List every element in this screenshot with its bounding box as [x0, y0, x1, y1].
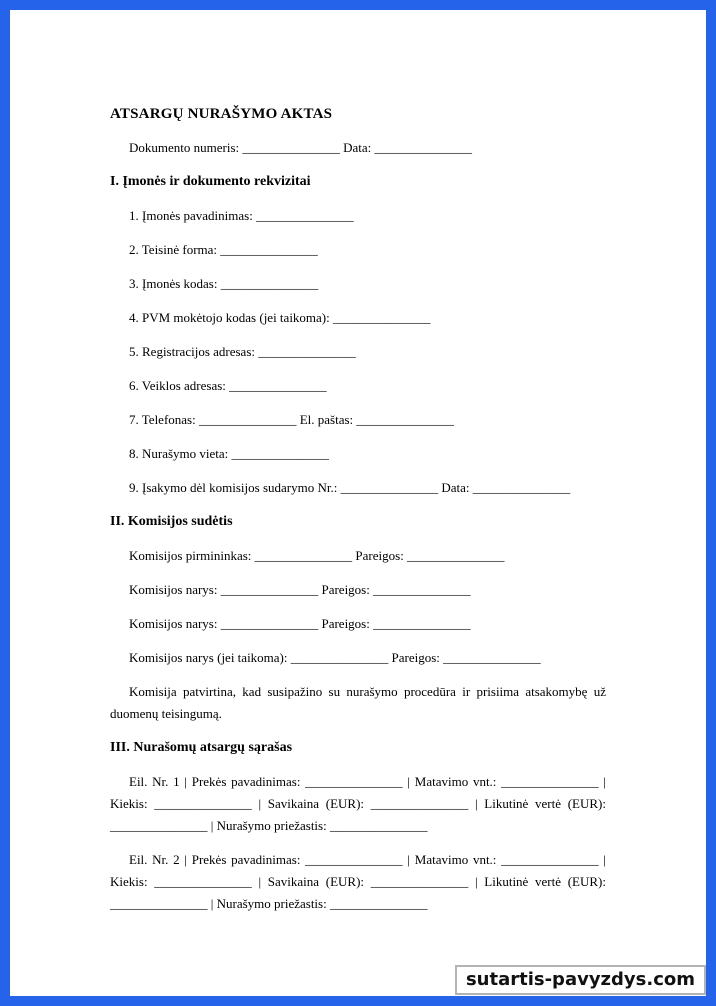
field-legal-form: 2. Teisinė forma: _______________: [129, 242, 318, 257]
watermark-badge: [455, 965, 706, 995]
document-meta-line: Dokumento numeris: _______________ Data: _______________: [129, 140, 473, 155]
field-writeoff-place: 8. Nurašymo vieta: _______________: [129, 446, 330, 461]
section-heading-commission: II. Komisijos sudėtis: [110, 514, 233, 529]
document-title: ATSARGŲ NURAŠYMO AKTAS: [110, 106, 333, 122]
field-company-name: 1. Įmonės pavadinimas: _______________: [129, 208, 354, 223]
commission-member-optional-line: Komisijos narys (jei taikoma): _______________ Pareigos: _______________: [129, 650, 541, 665]
commission-member-line: Komisijos narys: _______________ Pareigos: _______________: [129, 582, 471, 597]
inventory-item-2: Eil. Nr. 2 | Prekės pavadinimas: _______________ | Matavimo vnt.: _______________ | Kiekis: _______________ | Savikaina (EUR): _______________ | Likutinė vertė (EUR): _______________ | Nurašymo priežastis: _______________: [110, 852, 606, 911]
section-heading-inventory: III. Nurašomų atsargų sąrašas: [110, 740, 293, 755]
watermark-label: sutartis-pavyzdys.com: [465, 969, 695, 990]
field-order-number-date: 9. Įsakymo dėl komisijos sudarymo Nr.: _______________ Data: _______________: [129, 480, 571, 495]
commission-member-line: Komisijos narys: _______________ Pareigos: _______________: [129, 616, 471, 631]
field-company-code: 3. Įmonės kodas: _______________: [129, 276, 319, 291]
document-page: [110, 103, 606, 927]
field-activity-address: 6. Veiklos adresas: _______________: [129, 378, 327, 393]
field-registration-address: 5. Registracijos adresas: _______________: [129, 344, 356, 359]
commission-chairman-line: Komisijos pirmininkas: _______________ Pareigos: _______________: [129, 548, 505, 563]
inventory-item-1: Eil. Nr. 1 | Prekės pavadinimas: _______________ | Matavimo vnt.: _______________ | Kiekis: _______________ | Savikaina (EUR): _______________ | Likutinė vertė (EUR): _______________ | Nurašymo priežastis: _______________: [110, 774, 606, 833]
section-heading-company: I. Įmonės ir dokumento rekvizitai: [110, 174, 311, 189]
field-phone-email: 7. Telefonas: _______________ El. paštas: _______________: [129, 412, 454, 427]
field-vat-code: 4. PVM mokėtojo kodas (jei taikoma): _______________: [129, 310, 431, 325]
commission-confirmation-paragraph: Komisija patvirtina, kad susipažino su nurašymo procedūra ir prisiima atsakomybę už duomenų teisingumą.: [110, 684, 606, 721]
